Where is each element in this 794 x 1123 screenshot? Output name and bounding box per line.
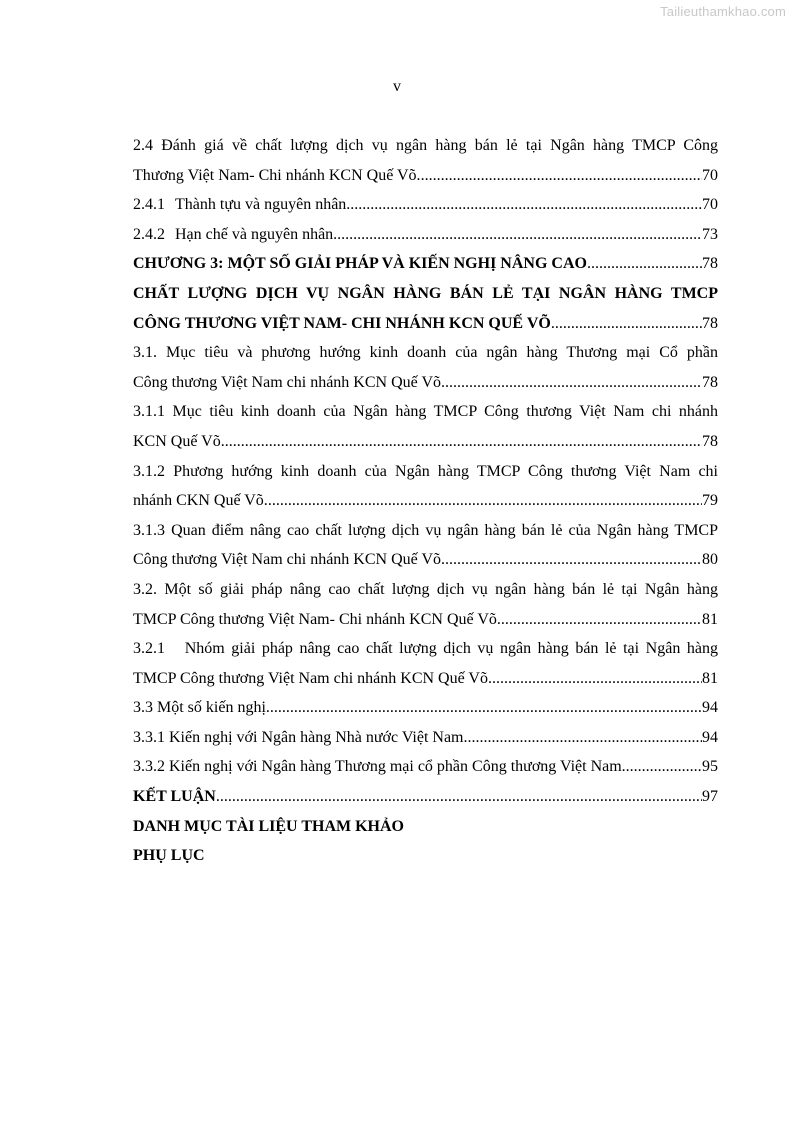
toc-entry-3-2-1-line1: 3.2.1 Nhóm giải pháp nâng cao chất lượng dịch vụ ngân hàng bán lẻ tại Ngân hàng — [133, 640, 718, 658]
toc-entry-3-2-line2[interactable] — [133, 605, 718, 635]
toc-entry-3-1-3-line2[interactable] — [133, 545, 718, 575]
toc-page-number: 94 — [702, 699, 718, 717]
toc-chapter-3-line3[interactable] — [133, 309, 718, 339]
toc-chapter-3-line2: CHẤT LƯỢNG DỊCH VỤ NGÂN HÀNG BÁN LẺ TẠI NGÂN HÀNG TMCP — [133, 284, 718, 302]
toc-entry-text: nhánh CKN Quế Võ. — [133, 492, 268, 510]
table-of-contents — [133, 131, 718, 871]
toc-entry-text: Công thương Việt Nam chi nhánh KCN Quế Võ. — [133, 551, 445, 569]
toc-entry-text: Thương Việt Nam- Chi nhánh KCN Quế Võ. — [133, 166, 421, 184]
toc-entry-text: 2.4.1 Thành tựu và nguyên nhân — [133, 196, 347, 214]
toc-entry-3-3-1[interactable] — [133, 723, 718, 753]
toc-entry-text: KCN Quế Võ — [133, 432, 221, 450]
toc-entry-3-1-1-line1: 3.1.1 Mục tiêu kinh doanh của Ngân hàng TMCP Công thương Việt Nam chi nhánh — [133, 403, 718, 421]
toc-entry-text: KẾT LUẬN — [133, 788, 216, 806]
toc-entry-3-1-3-line1: 3.1.3 Quan điểm nâng cao chất lượng dịch vụ ngân hàng bán lẻ của Ngân hàng TMCP — [133, 521, 718, 539]
toc-entry-text: TMCP Công thương Việt Nam chi nhánh KCN Quế Võ — [133, 669, 488, 687]
toc-page-number: 81 — [702, 669, 718, 687]
toc-entry-text: 3.3.1 Kiến nghị với Ngân hàng Nhà nước Việt Nam — [133, 728, 464, 746]
toc-entry-2-4-line1: 2.4 Đánh giá về chất lượng dịch vụ ngân hàng bán lẻ tại Ngân hàng TMCP Công — [133, 137, 718, 154]
toc-leader-dots — [551, 309, 702, 339]
toc-leader-dots — [216, 782, 702, 812]
toc-leader-dots — [488, 664, 702, 694]
toc-page-number: 94 — [702, 728, 718, 746]
toc-entry-number: 2.4.1 — [133, 196, 165, 214]
toc-entry-3-2-line1: 3.2. Một số giải pháp nâng cao chất lượng dịch vụ ngân hàng bán lẻ tại Ngân hàng — [133, 580, 718, 598]
toc-conclusion[interactable] — [133, 782, 718, 812]
toc-entry-2-4-line2[interactable] — [133, 161, 718, 191]
toc-entry-3-1-2-line1: 3.1.2 Phương hướng kinh doanh của Ngân hàng TMCP Công thương Việt Nam chi — [133, 462, 718, 480]
toc-appendix[interactable]: PHỤ LỤC — [133, 847, 205, 865]
toc-page-number: 78 — [702, 255, 718, 273]
toc-entry-text: 3.3 Một số kiến nghị — [133, 699, 266, 717]
page-number: v — [393, 78, 401, 95]
toc-leader-dots — [587, 249, 702, 279]
toc-page-number: 97 — [702, 788, 718, 806]
toc-leader-dots — [445, 368, 702, 398]
toc-entry-2-4-1[interactable] — [133, 190, 718, 220]
toc-entry-3-1-2-line2[interactable] — [133, 486, 718, 516]
toc-page-number: 70 — [702, 166, 718, 184]
toc-leader-dots — [445, 545, 702, 575]
toc-leader-dots — [346, 190, 702, 220]
toc-entry-text: 3.3.2 Kiến nghị với Ngân hàng Thương mại cổ phần Công thương Việt Nam — [133, 758, 622, 776]
toc-entry-text: 2.4.2 Hạn chế và nguyên nhân — [133, 225, 334, 243]
toc-page-number: 78 — [702, 432, 718, 450]
toc-chapter-3-line1[interactable] — [133, 249, 718, 279]
toc-entry-3-3[interactable] — [133, 693, 718, 723]
toc-page-number: 80 — [702, 551, 718, 569]
toc-entry-3-1-line2[interactable] — [133, 368, 718, 398]
toc-entry-number: 2.4.2 — [133, 225, 165, 243]
toc-page-number: 70 — [702, 196, 718, 214]
toc-entry-text: CHƯƠNG 3: MỘT SỐ GIẢI PHÁP VÀ KIẾN NGHỊ NÂNG CAO — [133, 255, 587, 273]
toc-entry-3-3-2[interactable] — [133, 752, 718, 782]
watermark: Tailieuthamkhao.com — [660, 4, 786, 19]
toc-entry-3-2-1-line2[interactable] — [133, 664, 718, 694]
toc-page-number: 81 — [702, 610, 718, 628]
toc-leader-dots — [622, 752, 702, 782]
toc-leader-dots — [421, 161, 702, 191]
toc-leader-dots — [464, 723, 703, 753]
toc-page-number: 73 — [702, 225, 718, 243]
toc-references[interactable]: DANH MỤC TÀI LIỆU THAM KHẢO — [133, 817, 404, 835]
toc-leader-dots — [268, 486, 702, 516]
toc-leader-dots — [497, 605, 702, 635]
toc-entry-text: CÔNG THƯƠNG VIỆT NAM- CHI NHÁNH KCN QUẾ VÕ — [133, 314, 551, 332]
toc-entry-2-4-2[interactable] — [133, 220, 718, 250]
toc-leader-dots — [266, 693, 702, 723]
toc-leader-dots — [333, 220, 702, 250]
toc-entry-3-1-line1: 3.1. Mục tiêu và phương hướng kinh doanh của ngân hàng Thương mại Cổ phần — [133, 344, 718, 362]
toc-page-number: 79 — [702, 492, 718, 510]
toc-page-number: 95 — [702, 758, 718, 776]
toc-entry-text: TMCP Công thương Việt Nam- Chi nhánh KCN Quế Võ — [133, 610, 497, 628]
toc-entry-text: Công thương Việt Nam chi nhánh KCN Quế Võ. — [133, 373, 445, 391]
toc-leader-dots — [221, 427, 702, 457]
toc-page-number: 78 — [702, 373, 718, 391]
toc-page-number: 78 — [702, 314, 718, 332]
toc-entry-3-1-1-line2[interactable] — [133, 427, 718, 457]
